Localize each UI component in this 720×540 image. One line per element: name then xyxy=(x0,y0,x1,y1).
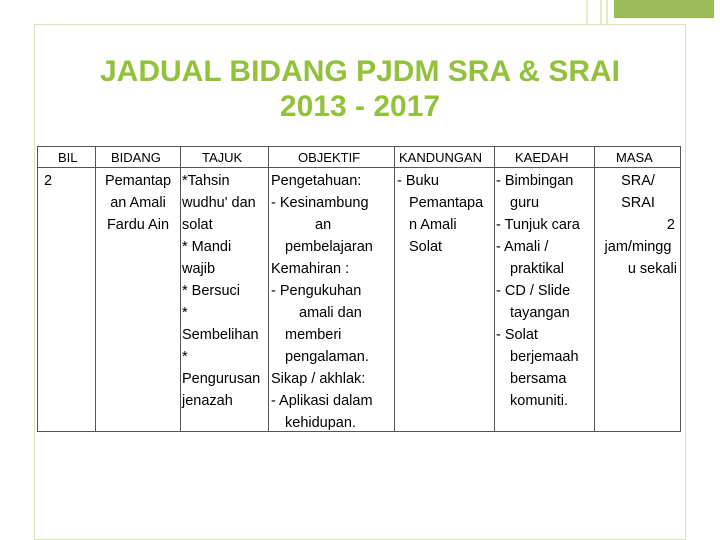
cell-line: Pemantapa xyxy=(409,195,484,211)
cell-kaedah xyxy=(496,170,580,412)
cell-line: Fardu Ain xyxy=(106,217,170,233)
cell-line: memberi xyxy=(285,327,342,343)
header-kandungan: KANDUNGAN xyxy=(399,150,483,165)
header-bidang: BIDANG xyxy=(111,150,161,165)
cell-line: Kemahiran : xyxy=(271,261,350,277)
accent-block xyxy=(614,0,714,18)
cell-line: u sekali xyxy=(627,261,677,277)
cell-line: - CD / Slide xyxy=(496,283,571,299)
cell-line: 2 xyxy=(666,217,675,233)
cell-bidang xyxy=(96,170,180,236)
cell-line: jenazah xyxy=(182,393,233,409)
cell-line: - Aplikasi dalam xyxy=(271,393,373,409)
cell-line: Solat xyxy=(409,239,443,255)
header-objektif: OBJEKTIF xyxy=(298,150,361,165)
cell-line: kehidupan. xyxy=(285,415,356,431)
cell-line: praktikal xyxy=(510,261,564,277)
cell-line: an xyxy=(315,217,332,233)
cell-line: Sikap / akhlak: xyxy=(271,371,366,387)
cell-line: SRA/ xyxy=(621,173,655,189)
header-masa: MASA xyxy=(616,150,653,165)
cell-line: pembelajaran xyxy=(285,239,373,255)
cell-line: Sembelihan xyxy=(182,327,259,343)
cell-line: - Solat xyxy=(496,327,538,343)
cell-masa xyxy=(595,170,681,280)
cell-line: amali dan xyxy=(299,305,362,321)
cell-line: * Bersuci xyxy=(182,283,241,299)
cell-line: - Tunjuk cara xyxy=(496,217,580,233)
cell-line: pengalaman. xyxy=(285,349,369,365)
cell-line: komuniti. xyxy=(510,393,569,409)
cell-line: SRAI xyxy=(621,195,655,211)
cell-line: - Kesinambung xyxy=(271,195,369,211)
column-divider xyxy=(494,147,495,431)
cell-line: n Amali xyxy=(409,217,457,233)
cell-line: wudhu' dan xyxy=(182,195,256,211)
slide-title: JADUAL BIDANG PJDM SRA & SRAI xyxy=(99,55,621,88)
cell-line: * Mandi xyxy=(182,239,232,255)
header-divider xyxy=(38,167,680,168)
cell-line: Pengurusan xyxy=(182,371,261,387)
cell-tajuk xyxy=(182,170,260,412)
cell-kandungan xyxy=(397,170,483,258)
cell-line: * xyxy=(182,305,188,321)
cell-objektif xyxy=(271,170,373,434)
slide-subtitle: 2013 - 2017 xyxy=(279,90,441,123)
cell-line: - Amali / xyxy=(496,239,549,255)
cell-line: solat xyxy=(182,217,213,233)
header-kaedah: KAEDAH xyxy=(515,150,569,165)
cell-line: - Buku xyxy=(397,173,439,189)
cell-line: *Tahsin xyxy=(182,173,230,189)
cell-line: jam/mingg xyxy=(604,239,672,255)
cell-bil: 2 xyxy=(44,173,53,189)
column-divider xyxy=(268,147,269,431)
header-bil: BIL xyxy=(58,150,78,165)
column-divider xyxy=(180,147,181,431)
cell-line: - Bimbingan xyxy=(496,173,574,189)
cell-line: Pengetahuan: xyxy=(271,173,362,189)
schedule-table xyxy=(37,146,681,432)
cell-line: * xyxy=(182,349,188,365)
cell-line: wajib xyxy=(182,261,216,277)
cell-line: berjemaah xyxy=(510,349,579,365)
cell-line: tayangan xyxy=(510,305,570,321)
cell-line: Pemantap xyxy=(104,173,172,189)
cell-line: - Pengukuhan xyxy=(271,283,362,299)
header-tajuk: TAJUK xyxy=(202,150,243,165)
cell-line: bersama xyxy=(510,371,567,387)
cell-line: guru xyxy=(510,195,540,211)
column-divider xyxy=(394,147,395,431)
cell-line: an Amali xyxy=(110,195,166,211)
